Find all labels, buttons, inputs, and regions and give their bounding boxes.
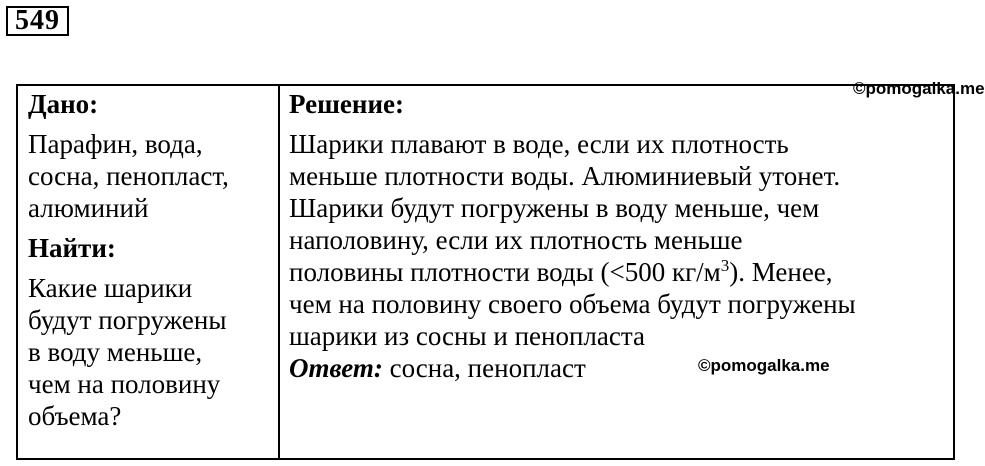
answer-label: Ответ: — [289, 353, 383, 383]
solution-line: Шарики плавают в воде, если их плотность — [289, 129, 789, 159]
answer-line — [289, 352, 953, 384]
find-line: будут погружены — [28, 305, 227, 335]
solution-line-text: половины плотности воды (<500 кг/м — [289, 257, 721, 287]
given-line: Парафин, вода, — [28, 129, 203, 159]
solution-line: чем на половину своего объема будут погружены — [289, 289, 856, 319]
solution-column — [280, 79, 985, 458]
answer-text: сосна, пенопласт — [382, 353, 586, 383]
solution-header: Решение: — [289, 89, 404, 119]
find-line: Какие шарики — [28, 273, 193, 303]
solution-table — [16, 79, 985, 460]
solution-line: наполовину, если их плотность меньше — [289, 225, 743, 255]
watermark: ©pomogalka.me — [853, 79, 985, 98]
solution-line: Шарики будут погружены в воду меньше, чем — [289, 193, 820, 223]
solution-line — [289, 256, 953, 288]
find-line: объема? — [28, 401, 122, 431]
solution-line: меньше плотности воды. Алюминиевый утонет. — [289, 161, 841, 191]
watermark: ©pomogalka.me — [698, 356, 830, 375]
problem-number: 549 — [6, 6, 69, 36]
find-line: чем на половину — [28, 369, 221, 399]
superscript-exponent: 3 — [720, 256, 730, 275]
find-header: Найти: — [28, 233, 116, 263]
solution-line: шарики из сосны и пенопласта — [289, 321, 645, 351]
given-line: сосна, пенопласт, — [28, 161, 229, 191]
solution-line-text: ). Менее, — [729, 257, 833, 287]
given-line: алюминий — [28, 193, 149, 223]
given-header: Дано: — [28, 89, 99, 119]
given-find-column — [18, 86, 280, 458]
find-line: в воду меньше, — [28, 337, 203, 367]
